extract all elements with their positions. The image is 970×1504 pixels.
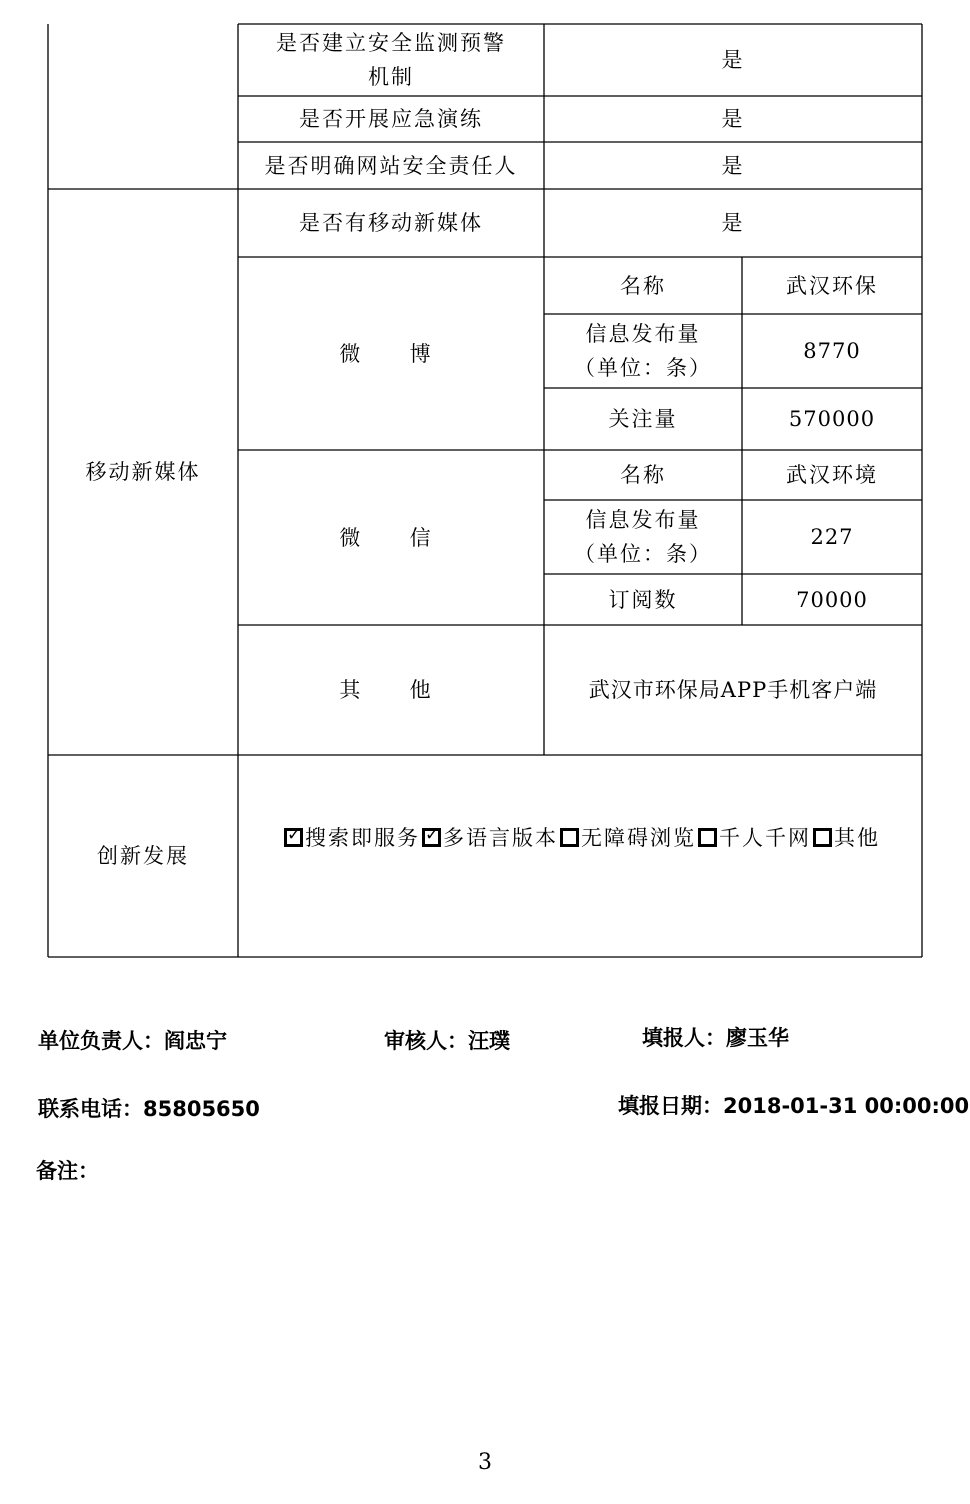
- emergency-drill-label: 是否开展应急演练: [299, 107, 483, 131]
- monitor-warning-value: 是: [721, 48, 745, 72]
- wechat-name-label: 名称: [620, 463, 666, 487]
- other-media-value: 武汉市环保局APP手机客户端: [588, 678, 878, 702]
- option-personalized-web-checkbox[interactable]: [698, 828, 717, 847]
- option-other-label: 其他: [834, 826, 880, 850]
- innovation-section-label: 创新发展: [97, 844, 189, 868]
- other-media-label: 其 他: [339, 678, 443, 702]
- wechat-posts-label-line1: 信息发布量: [585, 508, 701, 532]
- weibo-posts-label-line2: （单位：条）: [574, 356, 712, 380]
- remark-label: 备注：: [36, 1159, 99, 1183]
- weibo-label: 微 博: [339, 341, 443, 366]
- emergency-drill-value: 是: [721, 107, 745, 131]
- reviewer: 审核人：汪璞: [384, 1029, 510, 1053]
- contact-phone: 联系电话：85805650: [38, 1097, 260, 1121]
- monitor-warning-label: [238, 24, 544, 96]
- weibo-posts-value: 8770: [803, 339, 861, 363]
- security-owner-label: 是否明确网站安全责任人: [264, 153, 518, 178]
- monitor-warning-label-line2: 机制: [368, 65, 414, 89]
- weibo-posts-label: [544, 314, 742, 388]
- option-multilanguage-checkbox[interactable]: [422, 824, 441, 847]
- has-mobile-media-label: 是否有移动新媒体: [299, 211, 483, 235]
- option-other-checkbox[interactable]: [813, 828, 832, 847]
- wechat-subscribers-value: 70000: [796, 587, 868, 612]
- fill-date: 填报日期：2018-01-31 00:00:00: [618, 1094, 970, 1118]
- weibo-name-value: 武汉环保: [786, 273, 878, 298]
- page-number: 3: [478, 1450, 492, 1475]
- option-search-service-checkbox[interactable]: [284, 824, 303, 847]
- filler: 填报人：廖玉华: [642, 1026, 789, 1050]
- wechat-posts-label-line2: （单位：条）: [574, 542, 712, 566]
- weibo-followers-label: 关注量: [608, 407, 678, 431]
- wechat-label: 微 信: [339, 525, 443, 550]
- option-multilanguage-label: 多语言版本: [443, 826, 558, 850]
- wechat-posts-value: 227: [810, 525, 854, 549]
- weibo-posts-label-line1: 信息发布量: [585, 322, 701, 346]
- monitor-warning-label-line1: 是否建立安全监测预警: [276, 31, 506, 55]
- weibo-followers-value: 570000: [788, 407, 876, 431]
- option-personalized-web-label: 千人千网: [719, 826, 811, 850]
- option-search-service-label: 搜索即服务: [305, 826, 420, 850]
- mobile-media-section-label: 移动新媒体: [85, 460, 201, 484]
- checkmark-icon: ✓: [425, 824, 440, 845]
- option-accessibility-label: 无障碍浏览: [581, 826, 696, 850]
- option-accessibility-checkbox[interactable]: [560, 828, 579, 847]
- innovation-options: [284, 822, 882, 852]
- has-mobile-media-value: 是: [721, 211, 745, 235]
- wechat-posts-label: [544, 500, 742, 574]
- security-owner-value: 是: [721, 153, 745, 178]
- weibo-name-label: 名称: [620, 273, 666, 298]
- checkmark-icon: ✓: [287, 824, 302, 845]
- wechat-name-value: 武汉环境: [786, 463, 878, 487]
- wechat-subscribers-label: 订阅数: [608, 587, 678, 612]
- unit-head: 单位负责人：阎忠宁: [38, 1029, 227, 1053]
